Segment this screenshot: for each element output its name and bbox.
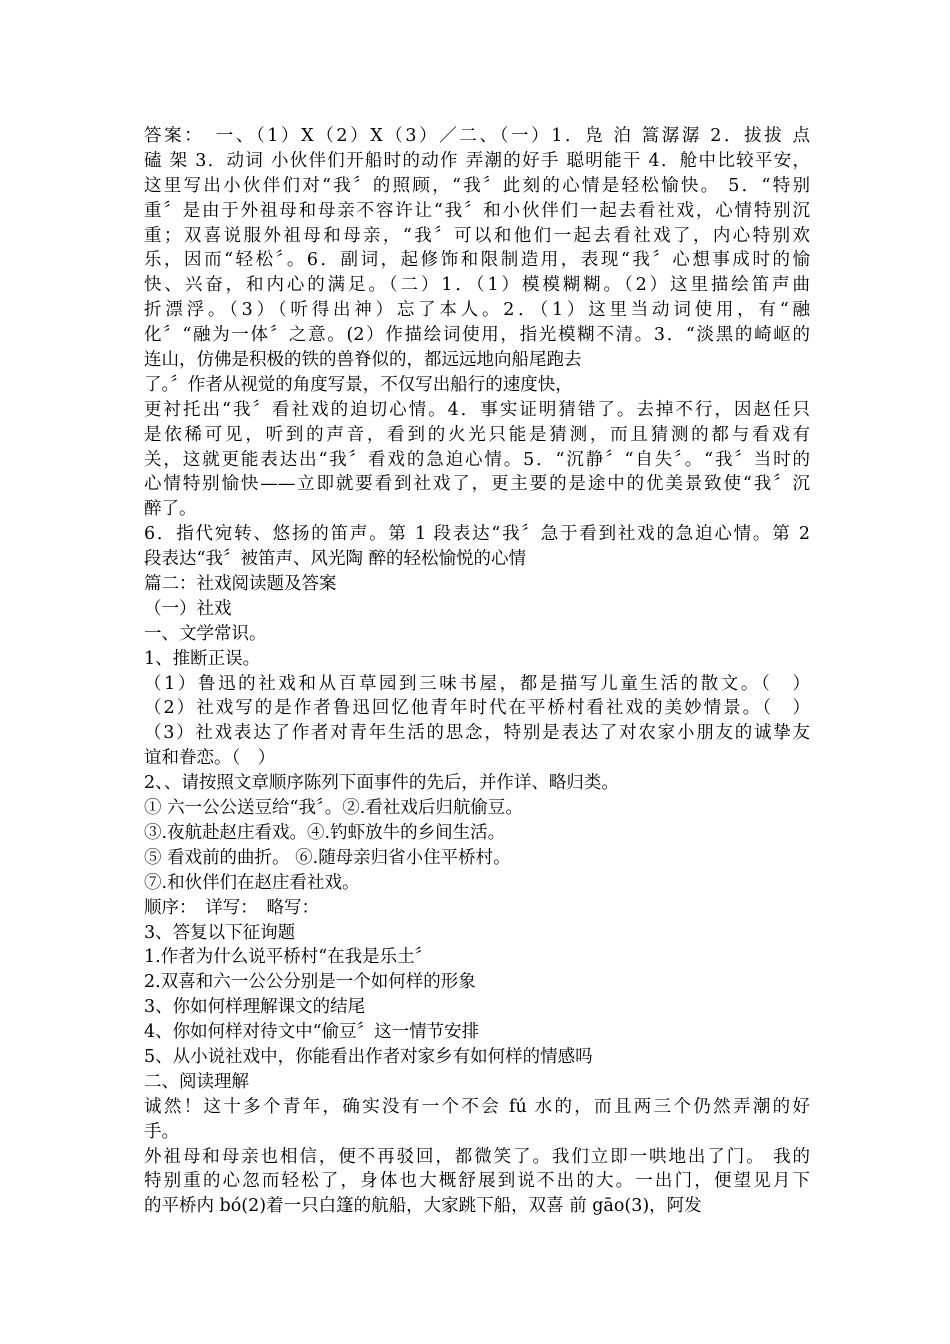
text-line: （1）鲁迅的社戏和从百草园到三味书屋，都是描写儿童生活的散文。（ ） [144,673,810,694]
text-line: 乐，因而“轻松〞。6．副词，起修饰和限制造用，表现“我〞心想事成时的愉 [144,250,810,271]
text-line: 外祖母和母亲也相信，便不再驳回，都微笑了。我们立即一哄地出了门。 我的 [144,1146,810,1167]
text-line: ③.夜航赴赵庄看戏。④.钓虾放牛的乡间生活。 [144,822,506,843]
text-line: 一、文学常识。 [144,623,267,644]
text-line: 手。 [144,1121,179,1142]
text-line: 6．指代宛转、悠扬的笛声。第 1 段表达“我〞急于看到社戏的急迫心情。第 2 [144,524,810,545]
text-line: 磕 架 3．动词 小伙伴们开船时的动作 弄潮的好手 聪明能干 4．舱中比较平安， [144,150,810,171]
text-line: 5、从小说社戏中，你能看出作者对家乡有如何样的情感吗 [144,1046,593,1067]
text-line: 重；双喜说服外祖母和母亲，“我〞可以和他们一起去看社戏了，内心特别欢 [144,225,810,246]
text-line: 醉了。 [144,499,197,520]
text-line: 这里写出小伙伴们对“我〞的照顾，“我〞此刻的心情是轻松愉快。 5．“特别 [144,175,810,196]
document-page [144,124,810,1219]
text-line: 答案： 一、（1）X（2）X（3）／二、（一）1．凫 泊 篙潺潺 2．拔拔 点 [144,126,810,146]
text-line: 更衬托出“我〞看社戏的迫切心情。4．事实证明猜错了。去掉不行，因赵任只 [144,399,810,420]
text-line: ⑤ 看戏前的曲折。 ⑥.随母亲归省小住平桥村。 [144,847,511,868]
text-line: 篇二：社戏阅读题及答案 [144,574,337,595]
text-line: 顺序： 详写： 略写： [144,897,319,918]
text-line: （一）社戏 [144,598,232,619]
text-line: 1.作者为什么说平桥村“在我是乐土〞 [144,947,433,968]
text-line: 4、你如何样对待文中“偷豆〞这一情节安排 [144,1022,480,1043]
text-line: 心情特别愉快——立即就要看到社戏了，更主要的是途中的优美景致使“我〞沉 [144,474,810,495]
text-line: 重〞是由于外祖母和母亲不容许让“我〞和小伙伴们一起去看社戏，心情特别沉 [144,200,810,221]
text-line: 了。〞作者从视觉的角度写景，不仅写出船行的速度快， [144,374,573,395]
text-line: 的平桥内 bó(2)着一只白篷的航船，大家跳下船，双喜 前 gāo(3)，阿发 [144,1196,702,1217]
text-line: （3）社戏表达了作者对青年生活的思念，特别是表达了对农家小朋友的诚挚友 [144,723,810,744]
text-line: 2.双喜和六一公公分别是一个如何样的形象 [144,972,476,993]
text-line: 快、兴奋，和内心的满足。（二）1．（1）模模糊糊。（2）这里描绘笛声曲 [144,275,810,296]
text-line: ① 六一公公送豆给“我〞。②.看社戏后归航偷豆。 [144,798,523,819]
text-line: 化〞“融为一体〞之意。(2）作描绘词使用，指光模糊不清。3．“淡黑的崎岖的 [144,325,810,346]
text-line: （2）社戏写的是作者鲁迅回忆他青年时代在平桥村看社戏的美妙情景。（ ） [144,698,810,719]
text-line: ⑦.和伙伴们在赵庄看社戏。 [144,872,360,893]
text-line: 1、推断正误。 [144,648,261,669]
text-line: 是依稀可见，听到的声音，看到的火光只能是猜测，而且猜测的都与看戏有 [144,424,810,445]
text-line: 二、阅读理解 [144,1071,249,1092]
text-line: 2、、请按照文章顺序陈列下面事件的先后，并作详、略归类。 [144,773,619,794]
text-line: 关，这就更能表达出“我〞看戏的急迫心情。5．“沉静〞“自失〞。“我〞当时的 [144,449,810,470]
text-line: 段表达“我〞被笛声、风光陶 醉的轻松愉悦的心情 [144,549,527,570]
text-line: 谊和眷恋。（ ） [144,748,276,769]
text-line: 连山，仿佛是积极的铁的兽脊似的，都远远地向船尾跑去 [144,350,582,371]
text-line: 诚然！这十多个青年，确实没有一个不会 fú 水的，而且两三个仍然弄潮的好 [144,1096,810,1117]
text-line: 3、你如何样理解课文的结尾 [144,997,366,1018]
text-line: 特别重的心忽而轻松了，身体也大概舒展到说不出的大。一出门，便望见月下 [144,1171,810,1192]
text-line: 3、答复以下征询题 [144,922,296,943]
text-line: 折漂浮。（3）（听得出神）忘了本人。2．（1）这里当动词使用，有“融 [144,300,810,321]
